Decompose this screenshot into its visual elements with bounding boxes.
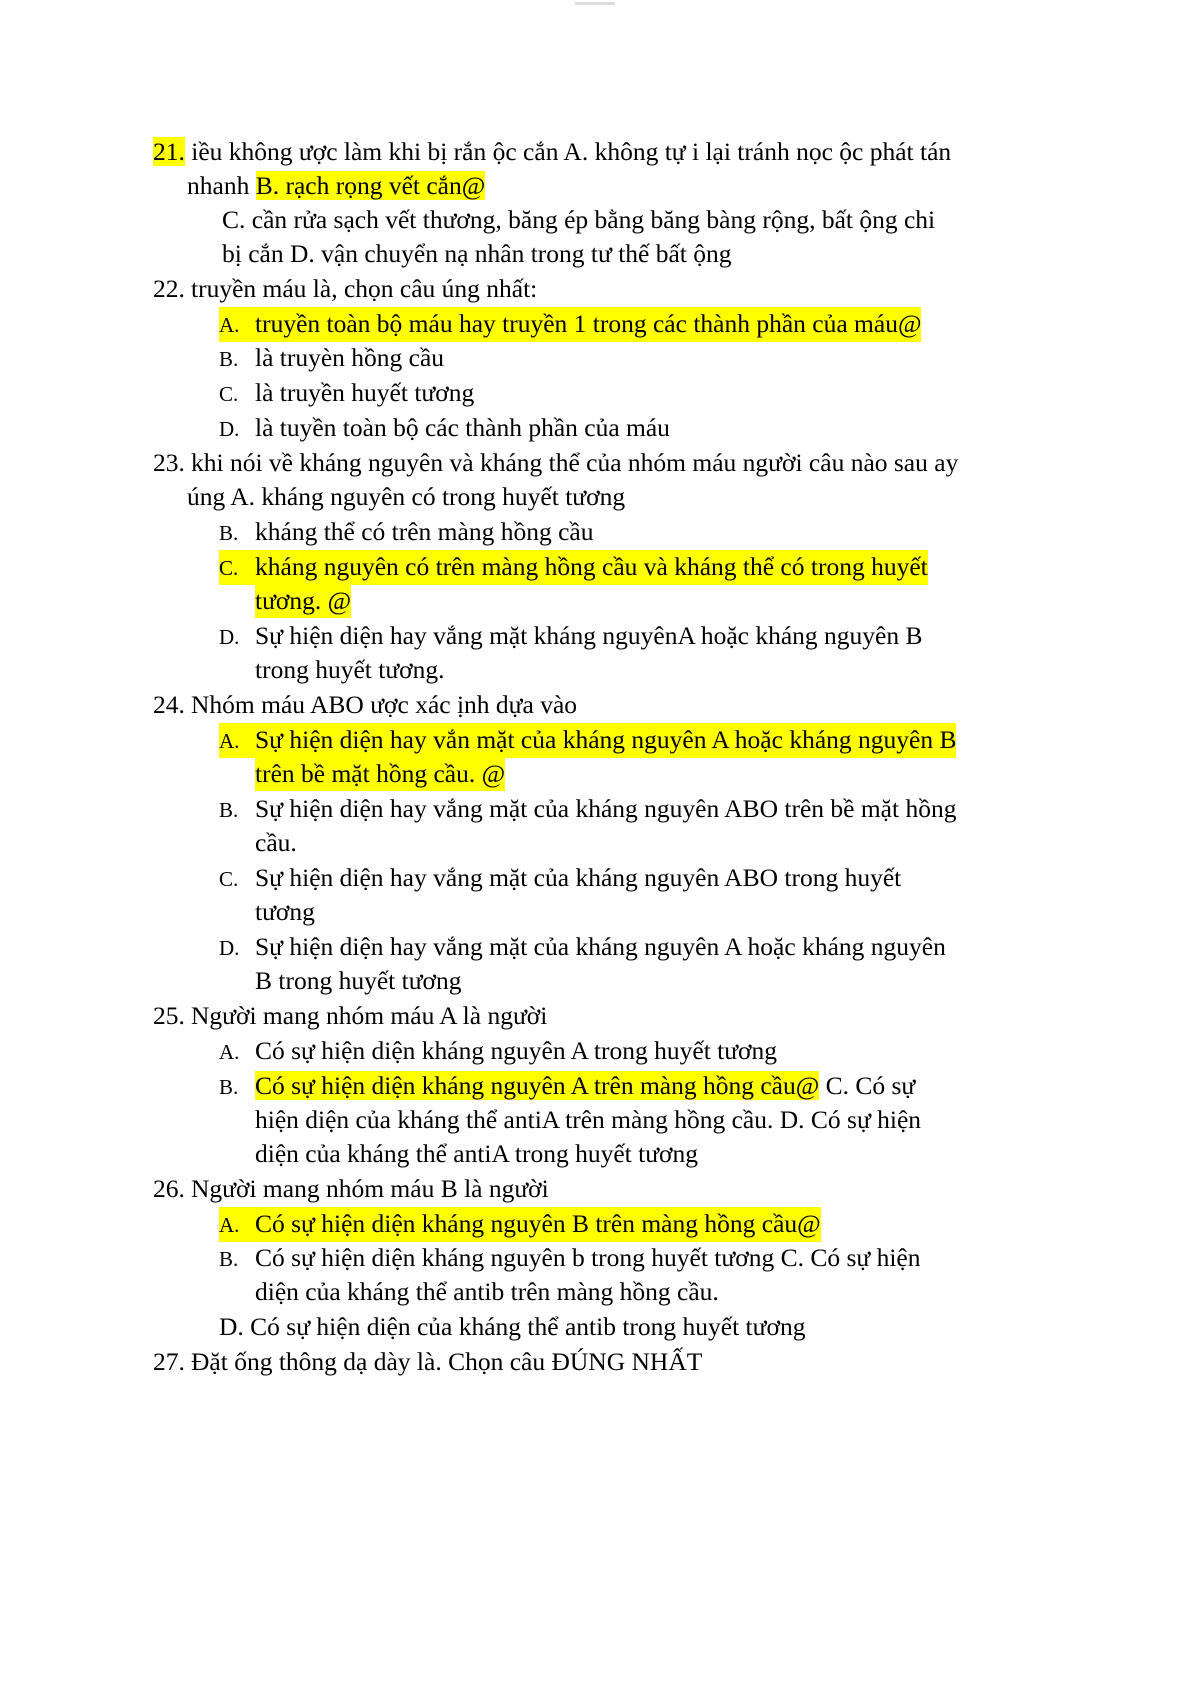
option-text: trên bề mặt hồng cầu. @ [255,759,506,788]
option-text: Sự hiện diện hay vắn mặt của kháng nguyên A hoặc kháng nguyên B [255,725,957,754]
option-23-d-cont [255,653,445,687]
option-26-d [219,1310,805,1344]
option-26-b-cont [255,1275,719,1309]
option-26-b [219,1241,920,1276]
question-text: Nhóm máu ABO ược xác ịnh dựa vào [191,690,578,719]
option-text: C. Có sự [819,1071,916,1100]
option-text: C. cần rửa sạch vết thương, băng ép bằng băng bàng rộng, bất ộng chi [222,205,936,234]
question-text: Đặt ống thông dạ dày là. Chọn câu ĐÚNG NHẤT [191,1347,703,1376]
question-26-stem [153,1172,549,1206]
option-label: B. [219,1247,239,1271]
option-label: C. [219,867,239,891]
question-text: úng A. kháng nguyên có trong huyết tương [187,482,626,511]
option-24-d [219,930,946,965]
option-23-d [219,619,922,654]
question-number: 26. [153,1174,185,1203]
question-number: 25. [153,1001,185,1030]
question-27-stem [153,1345,702,1379]
question-21-line-4 [222,237,732,271]
option-text: là truyền huyết tương [255,378,475,407]
option-label: B. [219,798,239,822]
question-number: 21. [153,137,185,166]
option-25-a [219,1034,777,1069]
option-label: B. [219,521,239,545]
question-24-stem [153,688,577,722]
question-number: 23. [153,448,185,477]
question-21-line-1 [153,135,951,169]
option-text: D. Có sự hiện diện của kháng thể antib trong huyết tương [219,1312,806,1341]
option-22-a [219,307,921,342]
option-text: diện của kháng thể antib trên màng hồng cầu. [255,1277,719,1306]
question-text: khi nói về kháng nguyên và kháng thể của nhóm máu người câu nào sau ay [191,448,959,477]
question-text: Người mang nhóm máu B là người [191,1174,549,1203]
option-text: B trong huyết tương [255,966,462,995]
option-text: tương. @ [255,586,352,615]
correct-answer: Có sự hiện diện kháng nguyên A trên màng hồng cầu@ [255,1071,820,1100]
option-text: kháng thể có trên màng hồng cầu [255,517,594,546]
question-21-line-2 [187,169,485,203]
option-label: B. [219,1075,239,1099]
question-number: 22. [153,274,185,303]
option-24-b-cont [255,826,297,860]
option-label: D. [219,417,240,441]
option-23-c-cont [255,584,351,618]
option-text: hiện diện của kháng thể antiA trên màng hồng cầu. D. Có sự hiện [255,1105,922,1134]
question-text: nhanh [187,171,250,200]
option-22-c [219,376,474,411]
option-label: A. [219,313,240,337]
question-text: iều không ược làm khi bị rắn ộc cắn A. không tự i lại tránh nọc ộc phát tán [191,137,952,166]
option-text: truyền toàn bộ máu hay truyền 1 trong các thành phần của máu@ [255,309,922,338]
question-21-line-3 [222,203,935,237]
option-text: Có sự hiện diện kháng nguyên A trong huyết tương [255,1036,778,1065]
header-watermark [575,2,615,5]
question-text: truyền máu là, chọn câu úng nhất: [191,274,538,303]
option-text: là truyèn hồng cầu [255,343,445,372]
option-24-c [219,861,901,896]
option-25-b-cont-2 [255,1137,698,1171]
option-label: B. [219,347,239,371]
option-label: C. [219,556,239,580]
option-22-d [219,411,670,446]
option-label: C. [219,382,239,406]
option-24-d-cont [255,964,462,998]
option-text: là tuyền toàn bộ các thành phần của máu [255,413,670,442]
question-23-stem-2 [187,480,625,514]
question-number: 24. [153,690,185,719]
question-number: 27. [153,1347,185,1376]
option-26-a [219,1207,821,1242]
question-23-stem [153,446,958,480]
option-text: kháng nguyên có trên màng hồng cầu và kháng thể có trong huyết [255,552,928,581]
option-text: Sự hiện diện hay vắng mặt của kháng nguyên ABO trên bề mặt hồng [255,794,957,823]
option-25-b [219,1069,915,1104]
question-22-stem [153,272,537,306]
option-text: diện của kháng thể antiA trong huyết tương [255,1139,699,1168]
option-text: Có sự hiện diện kháng nguyên B trên màng hồng cầu@ [255,1209,821,1238]
option-text: Có sự hiện diện kháng nguyên b trong huyết tương C. Có sự hiện [255,1243,921,1272]
option-label: A. [219,1040,240,1064]
option-text: tương [255,897,315,926]
option-text: Sự hiện diện hay vắng mặt của kháng nguyên ABO trong huyết [255,863,902,892]
option-text: bị cắn D. vận chuyển nạ nhân trong tư thế bất ộng [222,239,732,268]
option-label: A. [219,729,240,753]
option-23-b [219,515,593,550]
option-text: cầu. [255,828,297,857]
option-label: D. [219,936,240,960]
option-25-b-cont [255,1103,921,1137]
option-label: A. [219,1213,240,1237]
correct-answer: B. rạch rọng vết cắn@ [255,171,486,200]
option-22-b [219,341,444,376]
option-24-a [219,723,956,758]
option-23-c [219,550,928,585]
option-24-c-cont [255,895,315,929]
option-text: Sự hiện diện hay vắng mặt kháng nguyênA hoặc kháng nguyên B [255,621,923,650]
question-text: Người mang nhóm máu A là người [191,1001,548,1030]
option-24-b [219,792,956,827]
option-label: D. [219,625,240,649]
option-text: Sự hiện diện hay vắng mặt của kháng nguyên A hoặc kháng nguyên [255,932,946,961]
option-24-a-cont [255,757,505,791]
question-25-stem [153,999,547,1033]
option-text: trong huyết tương. [255,655,445,684]
